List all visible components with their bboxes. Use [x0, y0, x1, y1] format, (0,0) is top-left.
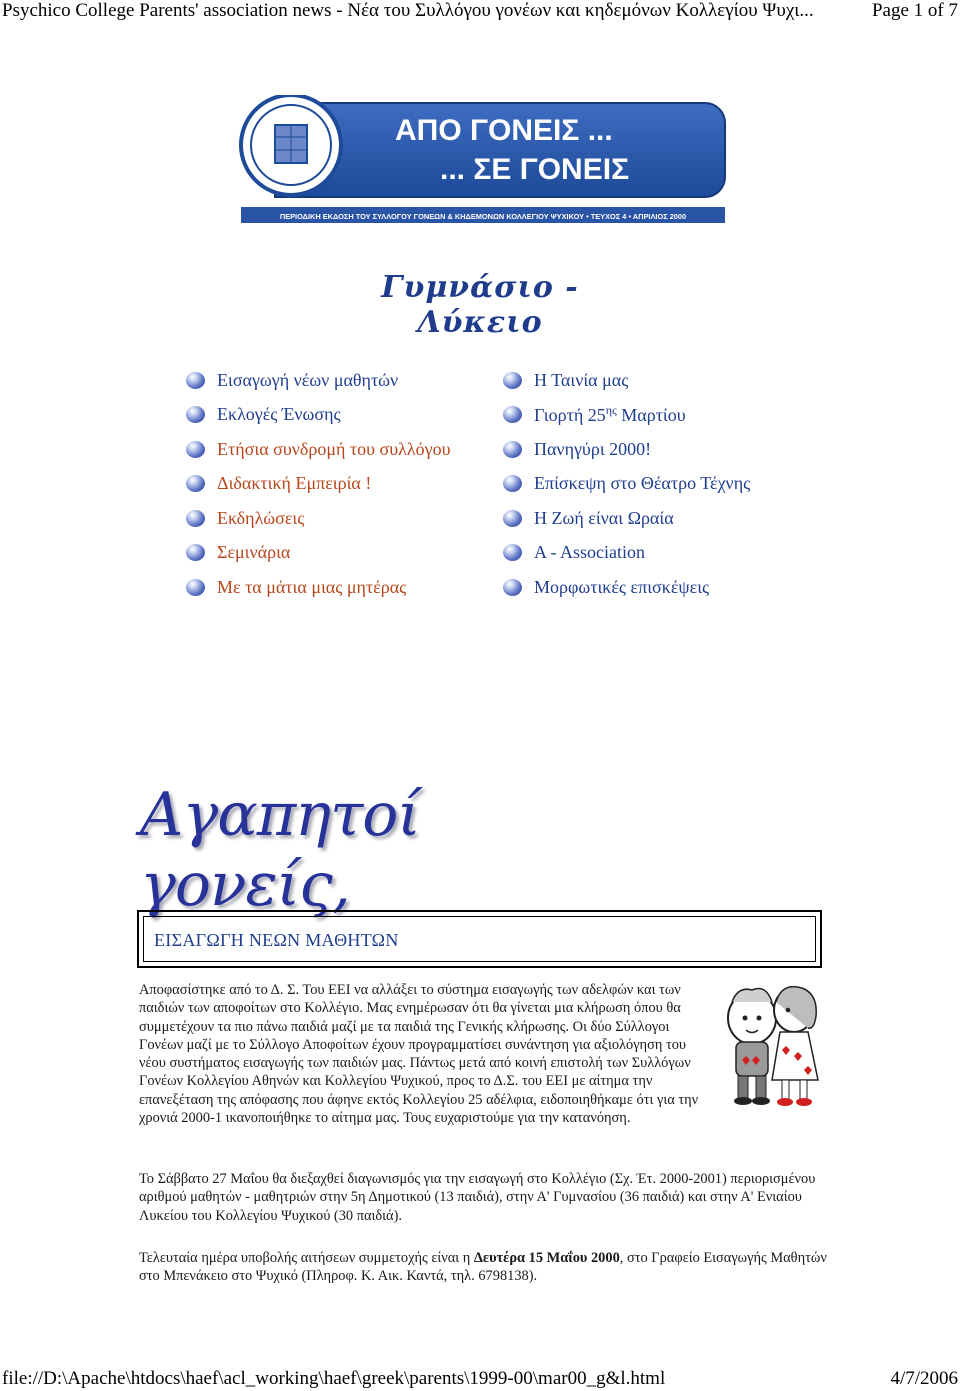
banner-line-1: ΑΠΟ ΓΟΝΕΙΣ ... [395, 114, 613, 147]
nav-item[interactable] [186, 467, 450, 502]
deadline-date: Δευτέρα 15 Μαΐου 2000 [473, 1250, 620, 1266]
nav-item[interactable] [503, 467, 750, 502]
nav-item[interactable] [186, 570, 450, 605]
nav-item[interactable] [186, 536, 450, 571]
nav-link-pre: Γιορτή 25 [534, 405, 606, 426]
print-footer-path: file://D:\Apache\htdocs\haef\acl_working\haef\greek\parents\1999-00\mar00_g&l.html [2, 1368, 666, 1389]
paragraph-3-text-post: , στο Γραφείο Εισαγωγής Μαθητών στο Μπενάκειο στο Ψυχικό (Πληροφ. Κ. Αικ. Καντά, τηλ. 6798138). [139, 1250, 827, 1285]
article-paragraph-1: Αποφασίστηκε από το Δ. Σ. Του ΕΕΙ να αλλάξει το σύστημα εισαγωγής των αδελφών και των παιδιών των αποφοίτων στο Κολλέγιο. Μας ενημέρωσαν ότι θα γίνεται μια κλήρωση όπου θα συμμετέχουν τα πιο πάνω παιδιά μαζί με τα παιδιά της Γενικής κλήρωσης. Οι δύο Σύλλογοι Γονέων μαζί με το Σύλλογο Αποφοίτων έχουν προγραμματίσει συνάντηση για αξιολόγηση του νέου συστήματος εισαγωγής των παιδιών μας. Πάντως μετά από κοινή επιστολή των Συλλόγων Γονέων Κολλεγίου Αθηνών και Κολλεγίου Ψυχικού, προς το Δ.Σ. του ΕΕΙ με αίτημα την επανεξέταση της απόφασης που άφηνε εκτός Κολλεγίου 25 αδέλφια, ειδοποιηθήκαμε ότι για την χρονιά 2000-1 ικανοποιήθηκε το αίτημα μας. Τους ευχαριστούμε για την κατανόηση. [139, 982, 699, 1127]
bullet-icon [503, 475, 522, 492]
banner-ribbon-text: ΠΕΡΙΟΔΙΚΗ ΕΚΔΟΣΗ ΤΟΥ ΣΥΛΛΟΓΟΥ ΓΟΝΕΩΝ & ΚΗΔΕΜΟΝΩΝ ΚΟΛΛΕΓΙΟΥ ΨΥΧΙΚΟΥ • ΤΕΥΧΟΣ 4 • ΑΠΡΙΛΙΟΣ 2000 [279, 212, 687, 221]
bullet-icon [503, 372, 522, 389]
nav-link[interactable]: A - Association [534, 542, 645, 563]
paragraph-3-text-pre: Τελευταία ημέρα υποβολής αιτήσεων συμμετοχής είναι η [139, 1250, 474, 1266]
bullet-icon [186, 579, 205, 596]
bullet-icon [503, 544, 522, 561]
nav-item[interactable] [503, 501, 750, 536]
article-paragraph-2: Το Σάββατο 27 Μαΐου θα διεξαχθεί διαγωνισμός για την εισαγωγή στο Κολλέγιο (Σχ. Έτ. 2000-2001) περιορισμένου αριθμού μαθητών - μαθητριών στην 5η Δημοτικού (13 παιδιά), στην Α' Γυμνασίου (36 παιδιά) και στην Α' Ενιαίου Λυκείου του Κολλεγίου Ψυχικού (30 παιδιά). [139, 1171, 816, 1224]
nav-link[interactable]: Εισαγωγή νέων μαθητών [217, 369, 399, 390]
bullet-icon [186, 372, 205, 389]
bullet-icon [503, 510, 522, 527]
nav-item[interactable] [186, 363, 450, 398]
print-header-title: Psychico College Parents' association news - Νέα του Συλλόγου γονέων και κηδεμόνων Κολλεγίου Ψυχι... [2, 0, 814, 21]
print-header-page: Page 1 of 7 [871, 0, 958, 21]
print-header [0, 0, 960, 22]
bullet-icon [186, 475, 205, 492]
nav-link[interactable]: Ετήσια συνδρομή του συλλόγου [217, 438, 451, 459]
nav-link-post: Μαρτίου [616, 405, 686, 426]
nav-link[interactable]: Διδακτική Εμπειρία ! [217, 473, 372, 494]
nav-list-left [186, 363, 450, 605]
section-heading: Γυμνάσιο - Λύκειο [381, 270, 579, 340]
article-title: ΕΙΣΑΓΩΓΗ ΝΕΩΝ ΜΑΘΗΤΩΝ [143, 916, 816, 962]
nav-item[interactable] [503, 536, 750, 571]
nav-link[interactable]: Εκδηλώσεις [217, 507, 305, 528]
nav-link[interactable]: Η Ταινία μας [534, 369, 629, 390]
bullet-icon [503, 406, 522, 423]
nav-item[interactable] [503, 363, 750, 398]
article-title-box [137, 910, 822, 968]
nav-item[interactable] [186, 501, 450, 536]
nav-list-right [503, 363, 750, 605]
greeting-heading: Αγαπητοί γονείς, [140, 780, 420, 920]
bullet-icon [186, 441, 205, 458]
nav-item[interactable] [186, 398, 450, 433]
nav-link[interactable]: Μορφωτικές επισκέψεις [534, 576, 710, 597]
nav-link[interactable]: Επίσκεψη στο Θέατρο Τέχνης [534, 473, 751, 494]
kids-illustration [718, 980, 823, 1110]
nav-item[interactable] [503, 398, 750, 433]
nav-item[interactable] [503, 432, 750, 467]
banner-line-2: ... ΣΕ ΓΟΝΕΙΣ [440, 153, 630, 186]
newsletter-banner [235, 95, 727, 227]
nav-link[interactable]: Η Ζωή είναι Ωραία [534, 507, 674, 528]
print-footer-date: 4/7/2006 [890, 1368, 958, 1389]
nav-link[interactable]: Εκλογές Ένωσης [217, 404, 341, 425]
nav-link[interactable]: Με τα μάτια μιας μητέρας [217, 576, 407, 597]
bullet-icon [186, 510, 205, 527]
bullet-icon [186, 544, 205, 561]
nav-link[interactable]: Πανηγύρι 2000! [534, 438, 652, 459]
nav-link[interactable] [534, 403, 686, 426]
bullet-icon [503, 579, 522, 596]
bullet-icon [186, 406, 205, 423]
nav-item[interactable] [503, 570, 750, 605]
article-paragraph-3 [139, 1249, 829, 1286]
print-footer [0, 1368, 960, 1390]
nav-link-sup: ης [605, 403, 617, 418]
nav-link[interactable]: Σεμινάρια [217, 542, 291, 563]
bullet-icon [503, 441, 522, 458]
nav-item[interactable] [186, 432, 450, 467]
